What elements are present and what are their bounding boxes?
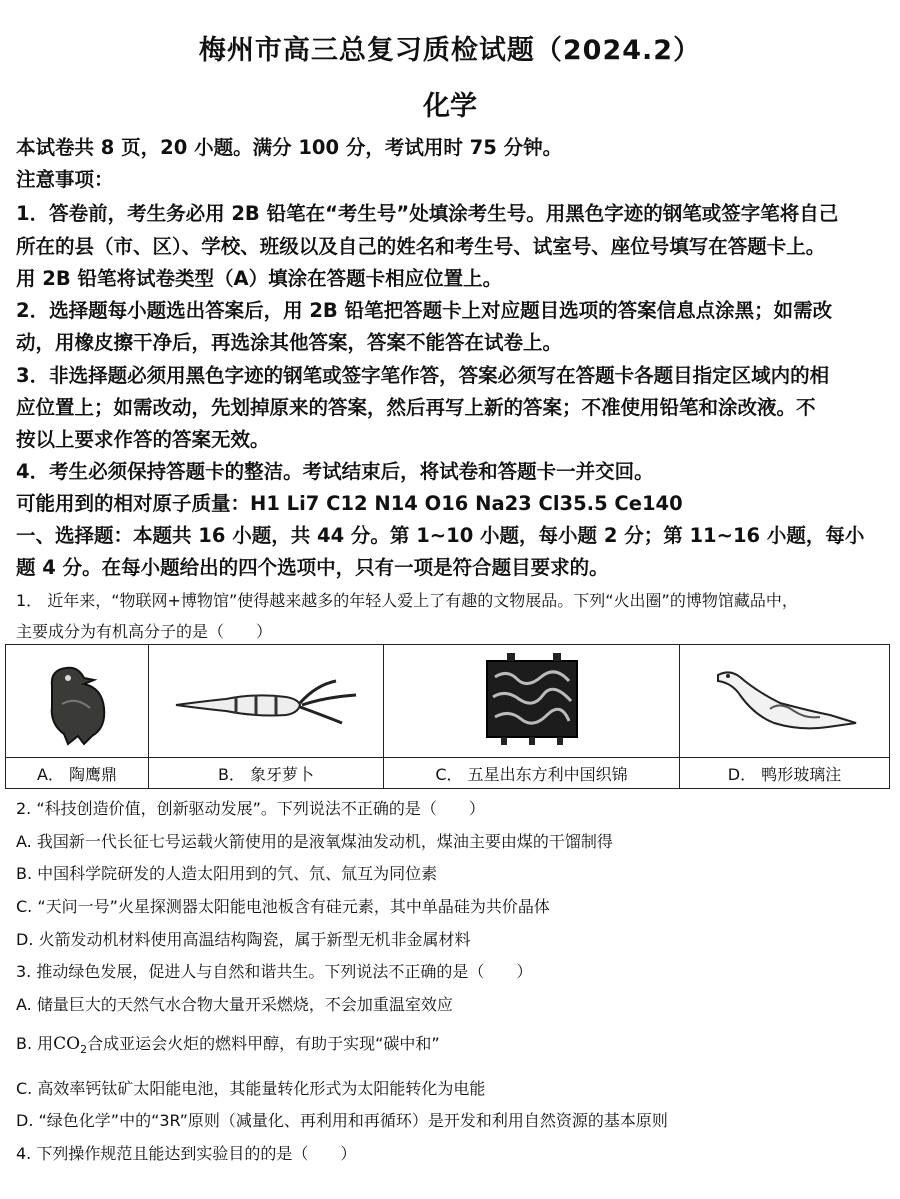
q2-stem: 2. “科技创造价值，创新驱动发展”。下列说法不正确的是（ ）: [16, 799, 485, 818]
atomic-masses: 可能用到的相对原子质量：H1 Li7 C12 N14 O16 Na23 Cl35.5 Ce140: [16, 492, 683, 515]
ivory-radish-icon: [166, 671, 366, 731]
q2-option-c: C. “天问一号”火星探测器太阳能电池板含有硅元素，其中单晶硅为共价晶体: [16, 897, 550, 916]
q1-stem: 主要成分为有机高分子的是（ ）: [16, 622, 273, 641]
co2-formula: CO: [53, 1034, 81, 1054]
q1-stem: 1． 近年来，“物联网+博物馆”使得越来越多的年轻人爱上了有趣的文物展品。下列“火出圈”的博物馆藏品中，: [16, 591, 798, 610]
section-heading: 题 4 分。在每小题给出的四个选项中，只有一项是符合题目要求的。: [16, 556, 609, 579]
notice-heading: 注意事项：: [16, 168, 114, 191]
pottery-eagle-icon: [32, 656, 122, 746]
q2-option-d: D. 火箭发动机材料使用高温结构陶瓷，属于新型无机非金属材料: [16, 930, 471, 949]
q4-stem: 4. 下列操作规范且能达到实验目的的是（ ）: [16, 1144, 357, 1163]
q3-option-a: A. 储量巨大的天然气水合物大量开采燃烧，不会加重温室效应: [16, 995, 453, 1014]
q2-option-a: A. 我国新一代长征七号运载火箭使用的是液氧煤油发动机，煤油主要由煤的干馏制得: [16, 832, 613, 851]
q1-option-c-image: [384, 645, 680, 758]
q3-option-c: C. 高效率钙钛矿太阳能电池，其能量转化形式为太阳能转化为电能: [16, 1079, 486, 1098]
exam-title: 梅州市高三总复习质检试题（2024.2）: [198, 35, 702, 66]
co2-subscript: 2: [80, 1043, 88, 1056]
q1-option-b-image: [149, 645, 384, 758]
q3-stem: 3. 推动绿色发展，促进人与自然和谐共生。下列说法不正确的是（ ）: [16, 962, 533, 981]
notice-line: 所在的县（市、区）、学校、班级以及自己的姓名和考生号、试室号、座位号填写在答题卡上。: [16, 235, 826, 258]
section-heading: 一、选择题：本题共 16 小题，共 44 分。第 1~10 小题，每小题 2 分；第 11~16 小题，每小: [16, 524, 865, 547]
q1-option-c: C． 五星出东方利中国织锦: [384, 758, 680, 789]
q1-option-d-image: [680, 645, 890, 758]
q3-option-b-suffix: 合成亚运会火炬的燃料甲醇，有助于实现“碳中和”: [87, 1034, 440, 1053]
q1-option-b: B． 象牙萝卜: [149, 758, 384, 789]
notice-line: 4．考生必须保持答题卡的整洁。考试结束后，将试卷和答题卡一并交回。: [16, 460, 654, 483]
q1-options-table: [5, 644, 890, 789]
duck-glass-icon: [710, 661, 860, 741]
notice-line: 动，用橡皮擦干净后，再选涂其他答案，答案不能答在试卷上。: [16, 331, 563, 354]
q1-option-a: A． 陶鹰鼎: [6, 758, 149, 789]
brocade-icon: [477, 651, 587, 751]
notice-line: 1．答卷前，考生务必用 2B 铅笔在“考生号”处填涂考生号。用黑色字迹的钢笔或签字笔将自己: [16, 202, 839, 225]
subject-title: 化学: [423, 91, 477, 122]
exam-summary: 本试卷共 8 页，20 小题。满分 100 分，考试用时 75 分钟。: [16, 136, 563, 159]
q3-option-b-prefix: B. 用: [16, 1034, 54, 1053]
notice-line: 2．选择题每小题选出答案后，用 2B 铅笔把答题卡上对应题目选项的答案信息点涂黑；如需改: [16, 299, 833, 322]
notice-line: 应位置上；如需改动，先划掉原来的答案，然后再写上新的答案；不准使用铅笔和涂改液。不: [16, 396, 816, 419]
q3-option-b: [16, 1031, 886, 1056]
notice-line: 按以上要求作答的答案无效。: [16, 428, 270, 451]
notice-line: 3．非选择题必须用黑色字迹的钢笔或签字笔作答，答案必须写在答题卡各题目指定区域内的相: [16, 364, 830, 387]
q3-option-d: D. “绿色化学”中的“3R”原则（减量化、再利用和再循环）是开发和利用自然资源的基本原则: [16, 1111, 668, 1130]
notice-line: 用 2B 铅笔将试卷类型（A）填涂在答题卡相应位置上。: [16, 267, 503, 290]
q1-option-a-image: [6, 645, 149, 758]
q2-option-b: B. 中国科学院研发的人造太阳用到的氕、氘、氚互为同位素: [16, 864, 438, 883]
q1-option-d: D． 鸭形玻璃注: [680, 758, 890, 789]
